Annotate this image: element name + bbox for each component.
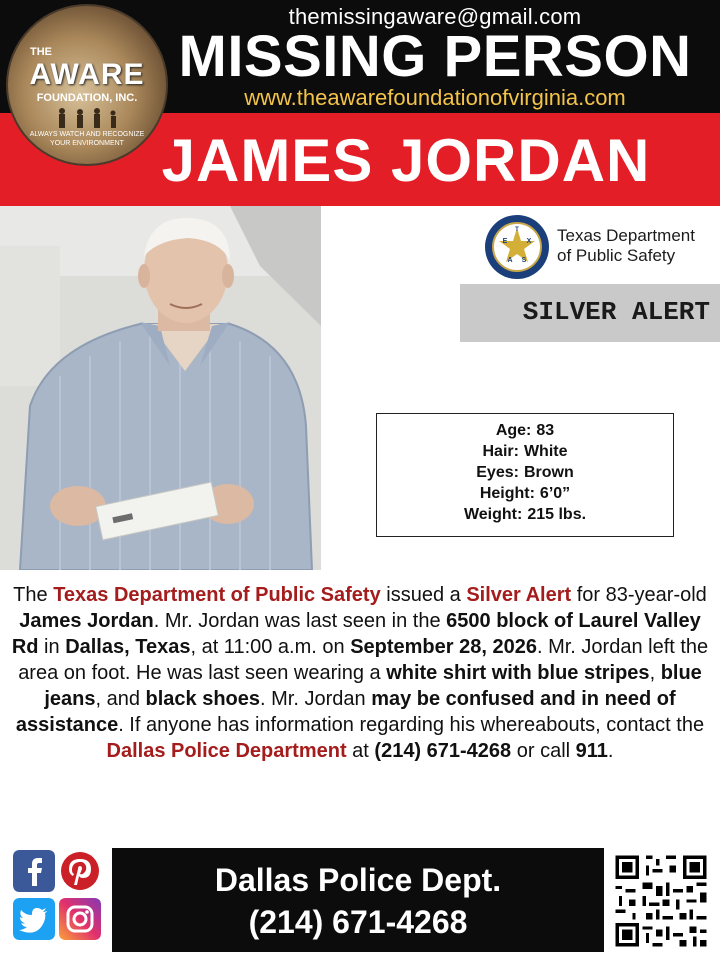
text-run: The <box>13 584 54 606</box>
detail-age <box>377 422 673 440</box>
text-run: . If anyone has information regarding his whereabouts, contact the <box>118 714 705 736</box>
police-dept-name: Dallas Police Dept. <box>214 862 502 898</box>
seal-letter-e: E <box>502 238 508 245</box>
agency-highlight: Texas Department of Public Safety <box>53 584 381 606</box>
clothing-highlight: black shoes <box>145 688 261 710</box>
detail-height <box>377 485 673 503</box>
seal-letter-a: A <box>507 257 513 264</box>
silver-alert-label: SILVER ALERT <box>522 297 710 327</box>
alert-highlight: Silver Alert <box>466 584 572 606</box>
silver-alert-badge <box>460 284 720 342</box>
text-run: , at 11:00 a.m. on <box>190 636 351 658</box>
instagram-icon[interactable] <box>59 898 101 940</box>
logo-tagline: ALWAYS WATCH AND RECOGNIZE YOUR ENVIRONMENT <box>29 131 145 147</box>
alert-description <box>6 582 714 764</box>
police-highlight: Dallas Police Department <box>106 740 347 762</box>
text-run: . <box>607 740 614 762</box>
contact-email: themissingaware@gmail.com <box>288 4 582 29</box>
clothing-highlight: white shirt with blue stripes <box>386 662 650 684</box>
detail-label: Weight: <box>463 506 523 523</box>
logo-foundation: FOUNDATION, INC. <box>36 92 138 104</box>
date-highlight: September 28, 2026 <box>350 636 537 658</box>
social-icons <box>13 850 103 946</box>
detail-label: Hair: <box>482 443 519 460</box>
name-highlight: James Jordan <box>19 610 154 632</box>
detail-value: White <box>523 443 568 460</box>
website-url: www.theawarefoundationofvirginia.com <box>244 85 626 110</box>
text-run: . Mr. Jordan was last seen in the <box>153 610 447 632</box>
detail-value: Brown <box>523 464 574 481</box>
phone-highlight: (214) 671-4268 <box>374 740 512 762</box>
logo-aware: AWARE <box>29 58 145 91</box>
missing-person-name: JAMES JORDAN <box>161 127 651 194</box>
text-run: . Mr. Jordan <box>260 688 372 710</box>
detail-hair <box>377 443 673 461</box>
aware-foundation-logo <box>6 4 168 166</box>
agency-line-1: Texas Department <box>557 226 695 245</box>
texas-dps-seal-icon <box>484 214 550 280</box>
text-run: or call <box>511 740 576 762</box>
condition-highlight: may be confused and in need of assistance <box>15 688 676 736</box>
police-phone[interactable]: (214) 671-4268 <box>248 904 468 940</box>
text-run: for 83-year-old <box>571 584 707 606</box>
headline: MISSING PERSON <box>178 24 692 89</box>
seal-letter-x: X <box>526 238 532 245</box>
police-contact-box <box>112 848 604 952</box>
agency-name <box>557 226 695 266</box>
seal-letter-s: S <box>521 257 527 264</box>
detail-label: Height: <box>479 485 535 502</box>
qr-code-icon[interactable] <box>612 852 710 950</box>
text-run: , <box>649 662 661 684</box>
detail-label: Eyes: <box>476 464 519 481</box>
detail-eyes <box>377 464 673 482</box>
text-run: issued a <box>380 584 467 606</box>
facebook-icon[interactable] <box>13 850 55 892</box>
twitter-icon[interactable] <box>13 898 55 940</box>
logo-figures-graphic <box>42 106 132 130</box>
text-run: in <box>38 636 66 658</box>
detail-value: 83 <box>536 422 555 439</box>
city-highlight: Dallas, Texas <box>65 636 191 658</box>
description-box <box>376 413 674 537</box>
detail-value: 6’0” <box>539 485 571 502</box>
location-highlight: 6500 block of Laurel Valley Rd <box>11 610 701 658</box>
missing-person-photo <box>0 206 321 570</box>
detail-value: 215 lbs. <box>527 506 587 523</box>
detail-weight <box>377 506 673 524</box>
text-run: . Mr. Jordan left the area on foot. He was last seen wearing a <box>18 636 709 684</box>
seal-letter-t: T <box>515 227 519 233</box>
detail-label: Age: <box>495 422 532 439</box>
clothing-highlight: blue jeans <box>44 662 702 710</box>
pinterest-icon[interactable] <box>59 850 101 892</box>
text-run: , and <box>95 688 146 710</box>
agency-line-2: of Public Safety <box>557 246 676 265</box>
text-run: at <box>346 740 375 762</box>
logo-the: THE <box>30 46 52 58</box>
emergency-number: 911 <box>575 740 608 762</box>
